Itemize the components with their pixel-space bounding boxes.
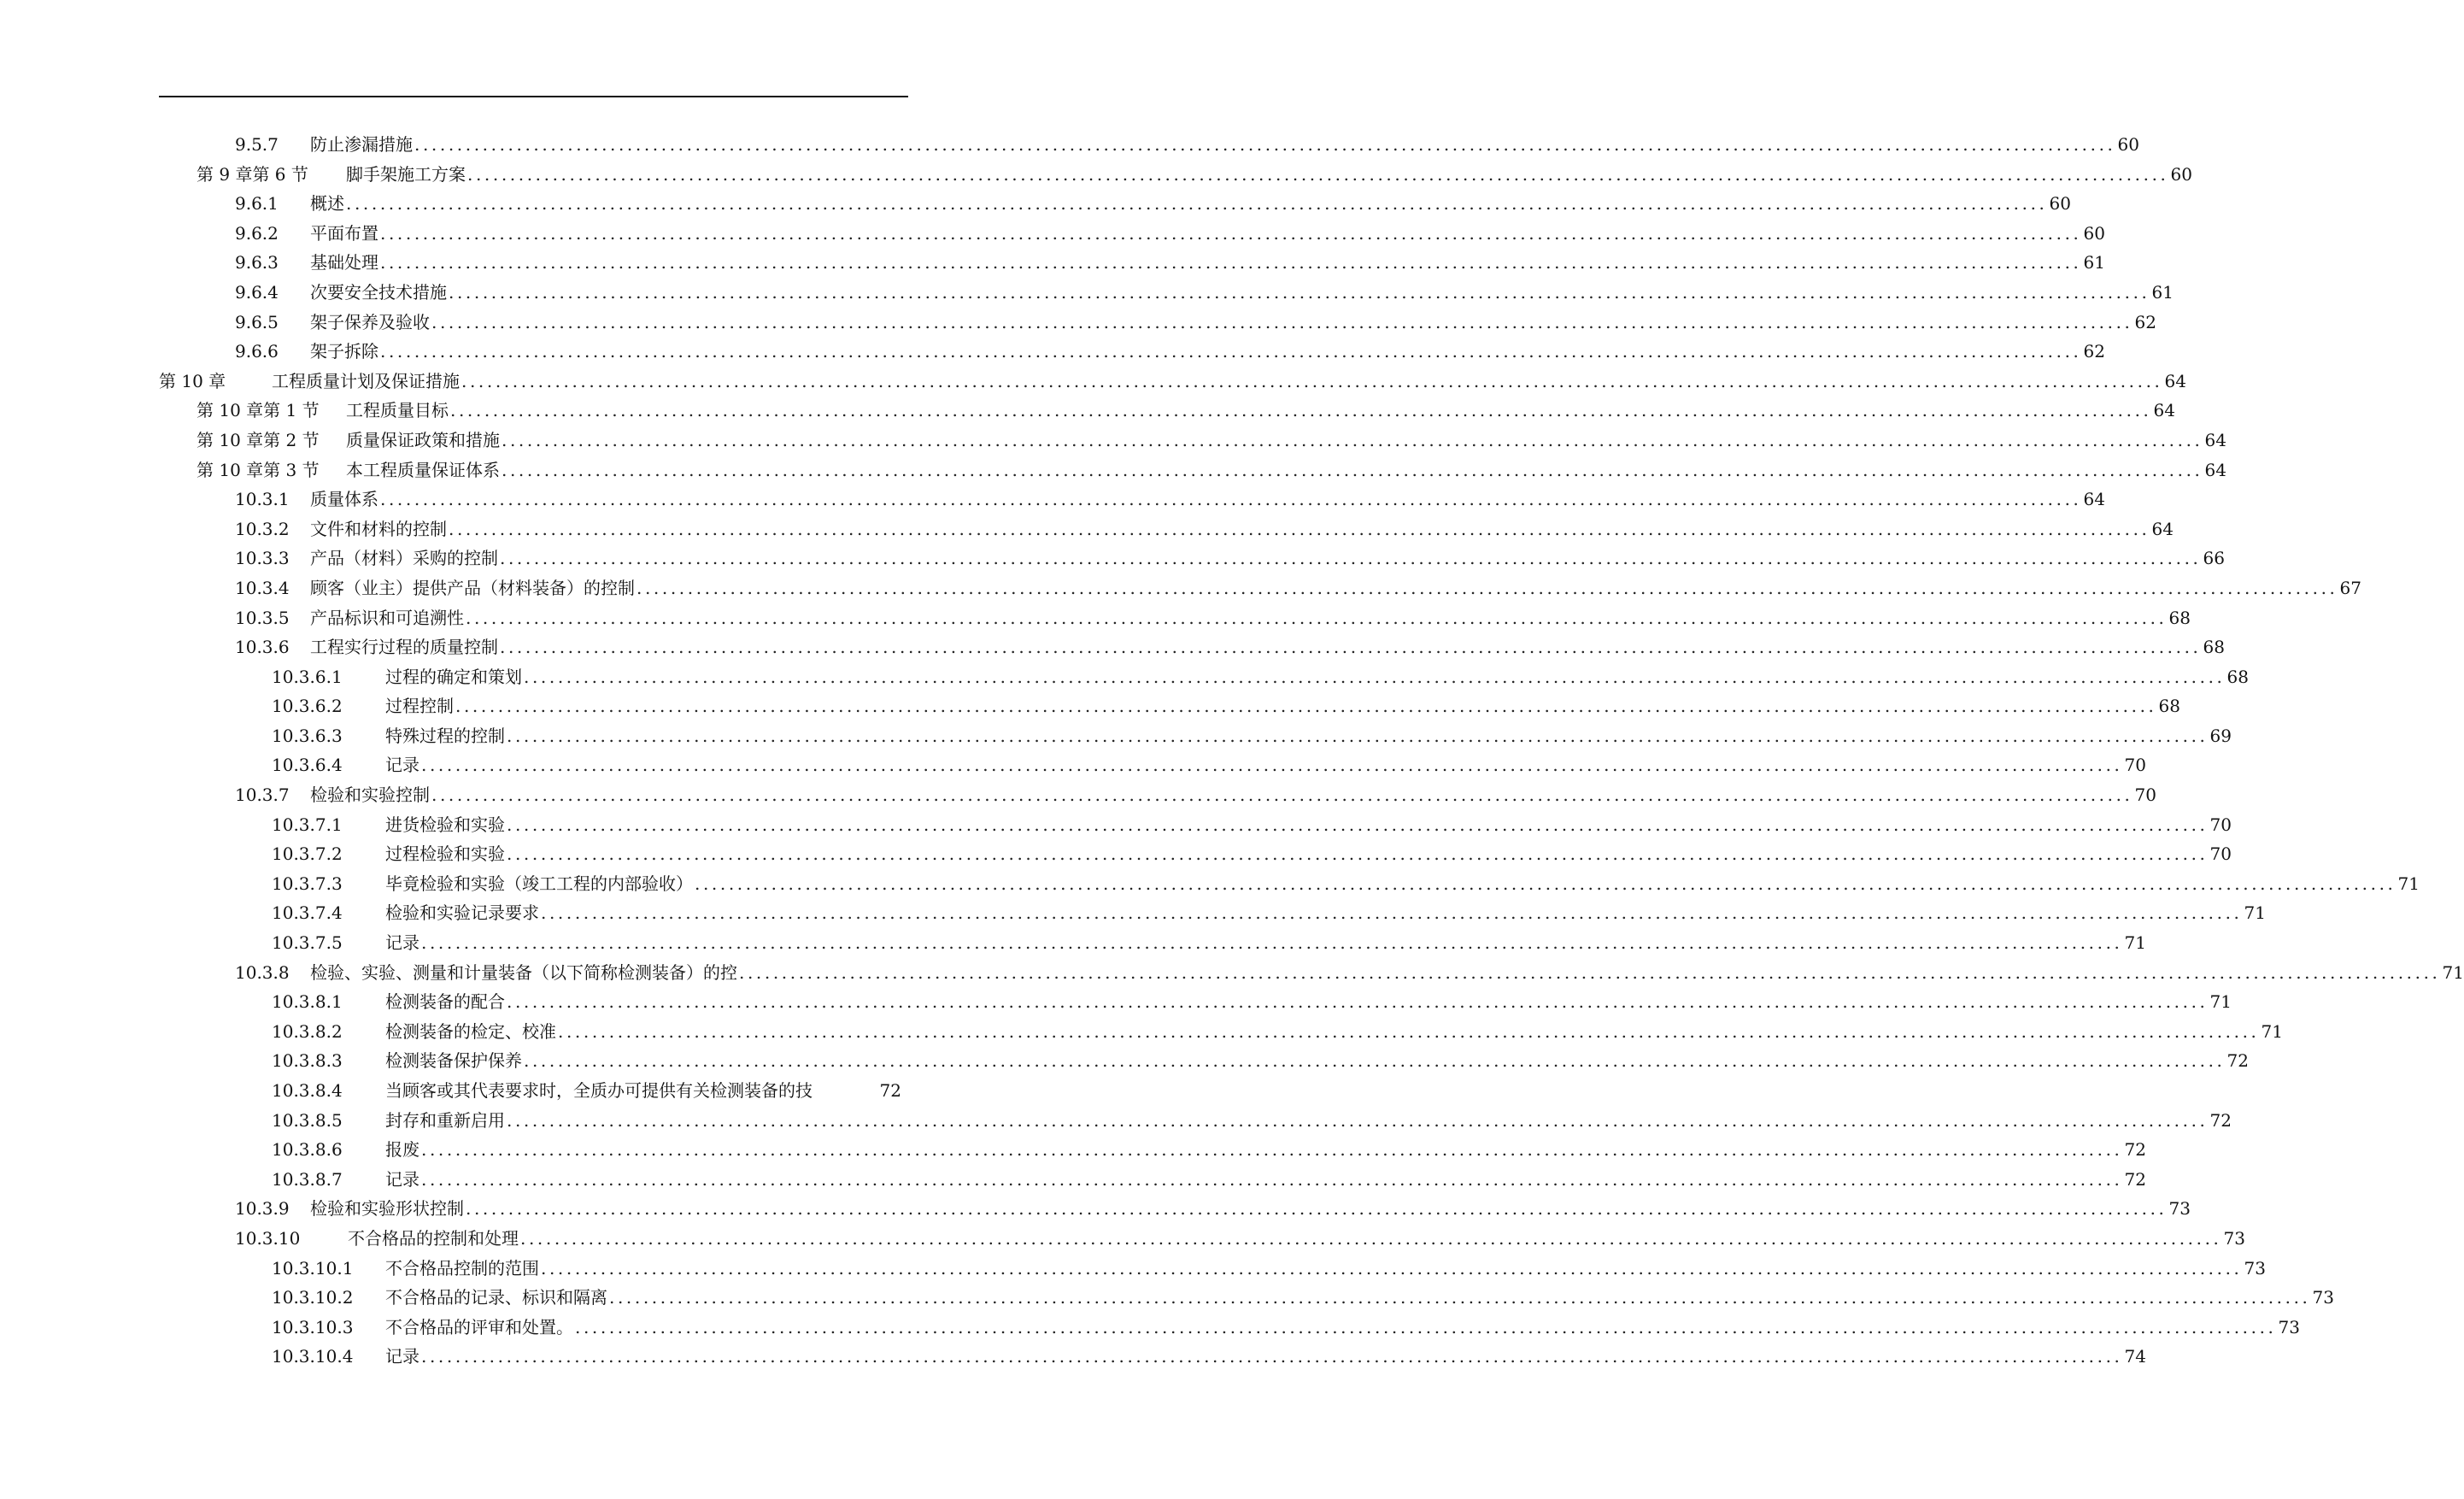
toc-entry[interactable] — [0, 160, 2192, 190]
toc-page-number: 62 — [2134, 311, 2156, 332]
toc-entry-number: 10.3.8.2 — [272, 1020, 343, 1042]
toc-entry-number: 10.3.6.3 — [272, 725, 343, 746]
toc-entry[interactable] — [0, 987, 2232, 1017]
toc-entry[interactable] — [0, 189, 2071, 219]
toc-entry-title: 工程质量目标 — [346, 400, 449, 421]
toc-entry-title: 本工程质量保证体系 — [346, 459, 500, 480]
toc-entry[interactable] — [0, 485, 2105, 514]
toc-page-number: 71 — [2261, 1020, 2283, 1042]
toc-entry[interactable] — [0, 1254, 2266, 1284]
toc-dot-leader: ........................................................................................................................................................................................................ — [461, 370, 2163, 391]
table-of-contents — [0, 130, 2464, 1372]
toc-page-number: 72 — [2124, 1139, 2146, 1161]
toc-entry-title: 记录 — [385, 1168, 419, 1190]
toc-dot-leader: ........................................................................................................................................................................................................ — [609, 1287, 2311, 1308]
toc-entry-number: 10.3.6 — [235, 637, 290, 658]
toc-entry-title: 顾客（业主）提供产品（材料装备）的控制 — [310, 577, 635, 598]
toc-entry[interactable] — [0, 1017, 2283, 1047]
toc-entry-title: 工程质量计划及保证措施 — [272, 370, 460, 391]
toc-entry-number: 10.3.10 — [235, 1227, 301, 1249]
toc-dot-leader: ........................................................................................................................................................................................................ — [450, 400, 2152, 421]
toc-entry[interactable] — [0, 1342, 2146, 1372]
toc-page-number: 70 — [2209, 844, 2232, 865]
toc-dot-leader: ........................................................................................................................................................................................................ — [558, 1020, 2260, 1042]
toc-entry-number: 10.3.6.1 — [272, 666, 343, 687]
toc-entry-title: 次要安全技术措施 — [310, 281, 447, 303]
toc-page-number: 71 — [2209, 991, 2232, 1013]
toc-entry[interactable] — [0, 573, 2361, 603]
toc-entry-content — [159, 367, 2186, 397]
toc-dot-leader: ........................................................................................................................................................................................................ — [431, 785, 2133, 806]
toc-entry[interactable] — [0, 662, 2249, 692]
toc-dot-leader: ........................................................................................................................................................................................................ — [466, 1198, 2168, 1220]
toc-entry-content — [235, 1224, 2245, 1254]
toc-entry-title: 质量保证政策和措施 — [346, 429, 500, 450]
toc-entry-content — [235, 573, 2361, 603]
toc-entry-title: 产品标识和可追溯性 — [310, 607, 464, 628]
toc-entry[interactable] — [0, 278, 2174, 308]
toc-page-number: 67 — [2339, 577, 2361, 598]
toc-entry-title: 记录 — [385, 1346, 419, 1367]
toc-entry-content — [272, 839, 2232, 869]
toc-entry-title: 质量体系 — [310, 489, 378, 510]
toc-entry[interactable] — [0, 691, 2180, 721]
toc-entry-title: 不合格品的记录、标识和隔离 — [385, 1287, 607, 1308]
toc-entry-content — [272, 1165, 2146, 1195]
toc-entry[interactable] — [0, 1194, 2191, 1224]
toc-dot-leader: ........................................................................................................................................................................................................ — [380, 252, 2082, 273]
toc-page-number: 70 — [2124, 755, 2146, 776]
toc-entry-number: 10.3.10.2 — [272, 1287, 354, 1308]
toc-entry-number: 10.3.7.5 — [272, 932, 343, 954]
toc-entry-title: 平面布置 — [310, 222, 378, 244]
toc-entry-content — [272, 1017, 2283, 1047]
toc-entry[interactable] — [0, 928, 2146, 958]
toc-entry-number: 10.3.7 — [235, 785, 290, 806]
toc-entry-title: 架子保养及验收 — [310, 311, 430, 332]
toc-dot-leader: ........................................................................................................................................................................................................ — [466, 607, 2168, 628]
toc-entry[interactable] — [0, 456, 2226, 485]
toc-entry-number: 10.3.8.3 — [272, 1050, 343, 1072]
toc-page-number: 74 — [2124, 1346, 2146, 1367]
toc-entry[interactable] — [0, 248, 2105, 278]
toc-entry-number: 9.6.4 — [235, 281, 279, 303]
toc-entry-number: 10.3.8.4 — [272, 1080, 343, 1101]
toc-entry[interactable] — [0, 1106, 2232, 1136]
toc-entry-title: 脚手架施工方案 — [346, 163, 466, 185]
toc-entry-content — [272, 721, 2232, 751]
toc-entry-title: 记录 — [385, 932, 419, 954]
toc-entry-content — [272, 1342, 2146, 1372]
toc-entry[interactable] — [0, 1135, 2146, 1165]
toc-entry-title: 当顾客或其代表要求时，全质办可提供有关检测装备的技 — [385, 1080, 813, 1101]
toc-dot-leader: ........................................................................................................................................................................................................ — [421, 1139, 2123, 1161]
toc-entry[interactable] — [0, 839, 2232, 869]
toc-dot-leader: ........................................................................................................................................................................................................ — [541, 1257, 2243, 1279]
toc-entry-title: 检验和实验控制 — [310, 785, 430, 806]
toc-page-number: 61 — [2151, 281, 2174, 303]
toc-dot-leader: ........................................................................................................................................................................................................ — [431, 311, 2133, 332]
toc-dot-leader: ........................................................................................................................................................................................................ — [524, 1050, 2226, 1072]
toc-dot-leader: ........................................................................................................................................................................................................ — [455, 696, 2157, 717]
toc-page-number: 64 — [2151, 518, 2174, 539]
toc-entry-number: 9.5.7 — [235, 134, 279, 155]
toc-entry-content — [272, 1135, 2146, 1165]
toc-page-number: 62 — [2083, 341, 2105, 362]
toc-entry[interactable] — [0, 1076, 1060, 1106]
toc-page-number: 64 — [2083, 489, 2105, 510]
toc-entry-content — [272, 1046, 2249, 1076]
toc-entry-content — [272, 662, 2249, 692]
toc-entry-content — [235, 278, 2174, 308]
toc-page-number: 73 — [2278, 1316, 2300, 1337]
toc-dot-leader: ........................................................................................................................................................................................................ — [346, 193, 2048, 215]
toc-entry-content — [235, 248, 2105, 278]
toc-entry[interactable] — [0, 367, 2186, 397]
toc-entry-content — [272, 987, 2232, 1017]
toc-page-number: 61 — [2083, 252, 2105, 273]
toc-page-number: 71 — [2397, 873, 2420, 894]
toc-entry-content — [235, 219, 2105, 249]
toc-dot-leader: ........................................................................................................................................................................................................ — [421, 932, 2123, 954]
toc-dot-leader: ........................................................................................................................................................................................................ — [467, 163, 2169, 185]
toc-entry-number: 10.3.8.5 — [272, 1109, 343, 1131]
toc-page-number: 60 — [2117, 134, 2139, 155]
toc-page-number: 72 — [2226, 1050, 2249, 1072]
toc-entry-title: 防止渗漏措施 — [310, 134, 413, 155]
toc-page-number: 73 — [2223, 1227, 2245, 1249]
toc-entry-content — [197, 160, 2192, 190]
toc-entry-number: 10.3.7.2 — [272, 844, 343, 865]
toc-dot-leader: ........................................................................................................................................................................................................ — [520, 1227, 2222, 1249]
toc-entry-content — [235, 603, 2191, 633]
toc-entry-title: 工程实行过程的质量控制 — [310, 637, 498, 658]
toc-entry[interactable] — [0, 869, 2420, 899]
toc-entry-content — [235, 485, 2105, 514]
toc-dot-leader: ........................................................................................................................................................................................................ — [524, 666, 2226, 687]
toc-entry-content — [272, 1283, 2334, 1313]
toc-entry-title: 产品（材料）采购的控制 — [310, 548, 498, 569]
toc-entry-content — [272, 810, 2232, 840]
toc-entry-number: 10.3.10.3 — [272, 1316, 354, 1337]
toc-entry-number: 10.3.6.4 — [272, 755, 343, 776]
toc-dot-leader: ........................................................................................................................................................................................................ — [380, 222, 2082, 244]
toc-entry[interactable] — [0, 396, 2175, 426]
toc-dot-leader: ........................................................................................................................................................................................................ — [421, 755, 2123, 776]
toc-page-number: 72 — [2209, 1109, 2232, 1131]
toc-page-number: 64 — [2204, 459, 2226, 480]
toc-page-number: 60 — [2083, 222, 2105, 244]
toc-dot-leader: ........................................................................................................................................................................................................ — [380, 341, 2082, 362]
toc-entry-content — [235, 632, 2225, 662]
toc-entry-title: 过程检验和实验 — [385, 844, 505, 865]
toc-entry-number: 10.3.3 — [235, 548, 290, 569]
toc-entry-number: 9.6.1 — [235, 193, 279, 215]
toc-page-number: 72 — [2124, 1168, 2146, 1190]
toc-dot-leader: ........................................................................................................................................................................................................ — [507, 814, 2209, 835]
toc-entry-content — [272, 1313, 2300, 1343]
toc-entry-content — [272, 750, 2146, 780]
toc-page-number: 60 — [2049, 193, 2071, 215]
toc-page-number: 69 — [2209, 725, 2232, 746]
toc-entry-number: 10.3.5 — [235, 607, 290, 628]
toc-entry[interactable] — [0, 1165, 2146, 1195]
toc-entry-content — [272, 869, 2420, 899]
toc-page-number: 73 — [2168, 1198, 2191, 1220]
toc-entry-title: 检验、实验、测量和计量装备（以下简称检测装备）的控 — [310, 961, 737, 983]
toc-entry-number: 10.3.2 — [235, 518, 290, 539]
toc-page-number: 68 — [2226, 666, 2249, 687]
toc-entry-title: 不合格品的控制和处理 — [348, 1227, 519, 1249]
toc-dot-leader: ........................................................................................................................................................................................................ — [449, 281, 2150, 303]
toc-entry[interactable] — [0, 219, 2105, 249]
toc-entry-number: 第 10 章第 1 节 — [197, 400, 320, 421]
toc-page-number: 71 — [2442, 961, 2464, 983]
toc-entry[interactable] — [0, 308, 2156, 338]
toc-entry-number: 10.3.8 — [235, 961, 290, 983]
toc-entry-content — [272, 898, 2266, 928]
toc-entry-content — [235, 780, 2156, 810]
toc-entry-number: 10.3.10.4 — [272, 1346, 354, 1367]
toc-dot-leader: ........................................................................................................................................................................................................ — [500, 637, 2202, 658]
toc-page-number: 64 — [2204, 429, 2226, 450]
toc-entry-number: 9.6.6 — [235, 341, 279, 362]
toc-entry[interactable] — [0, 1313, 2300, 1343]
toc-entry-content — [197, 456, 2226, 485]
toc-entry-title: 检测装备的配合 — [385, 991, 505, 1013]
toc-entry-number: 第 10 章第 3 节 — [197, 459, 320, 480]
toc-entry[interactable] — [0, 898, 2266, 928]
toc-entry-content — [272, 1076, 901, 1106]
toc-entry-content — [235, 130, 2139, 160]
toc-entry-title: 过程的确定和策划 — [385, 666, 522, 687]
toc-entry-number: 10.3.7.1 — [272, 814, 343, 835]
toc-page-number: 71 — [2124, 932, 2146, 954]
toc-entry-number: 9.6.3 — [235, 252, 279, 273]
toc-dot-leader: ........................................................................................................................................................................................................ — [507, 844, 2209, 865]
toc-entry-title: 检验和实验记录要求 — [385, 902, 539, 924]
toc-dot-leader: ........................................................................................................................................................................................................ — [507, 1109, 2209, 1131]
toc-page-number: 66 — [2203, 548, 2225, 569]
toc-entry-content — [235, 544, 2225, 573]
toc-entry-content — [272, 928, 2146, 958]
toc-dot-leader: ........................................................................................................................................................................................................ — [502, 459, 2203, 480]
header-rule — [159, 96, 908, 97]
toc-dot-leader: ........................................................................................................................................................................................................ — [507, 991, 2209, 1013]
toc-page-number: 60 — [2170, 163, 2192, 185]
toc-dot-leader: ........................................................................................................................................................................................................ — [739, 961, 2441, 983]
toc-page-number: 64 — [2164, 370, 2186, 391]
toc-entry-title: 报废 — [385, 1139, 419, 1161]
toc-entry-content — [197, 396, 2175, 426]
toc-dot-leader: ........................................................................................................................................................................................................ — [421, 1168, 2123, 1190]
toc-entry[interactable] — [0, 130, 2139, 160]
toc-entry-number: 10.3.7.4 — [272, 902, 343, 924]
toc-entry-title: 不合格品控制的范围 — [385, 1257, 539, 1279]
toc-entry-content — [235, 308, 2156, 338]
toc-entry-title: 封存和重新启用 — [385, 1109, 505, 1131]
toc-page-number: 70 — [2209, 814, 2232, 835]
toc-entry-content — [235, 337, 2105, 367]
toc-entry[interactable] — [0, 1283, 2334, 1313]
toc-page-number: 71 — [2244, 902, 2266, 924]
toc-entry-content — [272, 1254, 2266, 1284]
toc-entry-title: 文件和材料的控制 — [310, 518, 447, 539]
toc-entry-title: 架子拆除 — [310, 341, 378, 362]
toc-entry-number: 10.3.9 — [235, 1198, 290, 1220]
toc-entry-title: 检验和实验形状控制 — [310, 1198, 464, 1220]
toc-entry[interactable] — [0, 750, 2146, 780]
toc-entry-title: 特殊过程的控制 — [385, 725, 505, 746]
toc-entry-number: 9.6.2 — [235, 222, 279, 244]
toc-entry-number: 第 10 章第 2 节 — [197, 429, 320, 450]
toc-entry[interactable] — [0, 603, 2191, 633]
toc-entry[interactable] — [0, 810, 2232, 840]
toc-entry[interactable] — [0, 1046, 2249, 1076]
toc-entry[interactable] — [0, 426, 2226, 456]
toc-dot-leader: ........................................................................................................................................................................................................ — [575, 1316, 2277, 1337]
toc-entry-number: 10.3.10.1 — [272, 1257, 354, 1279]
toc-page-number: 70 — [2134, 785, 2156, 806]
toc-page-number: 73 — [2244, 1257, 2266, 1279]
toc-page-number: 64 — [2153, 400, 2175, 421]
toc-entry[interactable] — [0, 632, 2225, 662]
toc-entry[interactable] — [0, 514, 2174, 544]
toc-entry[interactable] — [0, 1224, 2245, 1254]
toc-entry-content — [235, 514, 2174, 544]
toc-page-number: 73 — [2312, 1287, 2334, 1308]
toc-entry-number: 10.3.8.1 — [272, 991, 343, 1013]
toc-entry-content — [235, 958, 2464, 988]
toc-entry[interactable] — [0, 337, 2105, 367]
toc-dot-leader: ........................................................................................................................................................................................................ — [414, 134, 2116, 155]
toc-dot-leader: ........................................................................................................................................................................................................ — [500, 548, 2202, 569]
toc-entry-content — [235, 1194, 2191, 1224]
toc-entry-number: 第 10 章 — [159, 370, 226, 391]
toc-entry-title: 不合格品的评审和处置。 — [385, 1316, 573, 1337]
toc-entry-title: 记录 — [385, 755, 419, 776]
toc-entry[interactable] — [0, 721, 2232, 751]
toc-entry[interactable] — [0, 544, 2225, 573]
toc-entry-number: 10.3.8.6 — [272, 1139, 343, 1161]
toc-dot-leader: ........................................................................................................................................................................................................ — [421, 1346, 2123, 1367]
toc-entry-number: 10.3.4 — [235, 577, 290, 598]
toc-entry-title: 检测装备保护保养 — [385, 1050, 522, 1072]
toc-entry-number: 10.3.6.2 — [272, 696, 343, 717]
toc-entry-title: 概述 — [310, 193, 344, 215]
toc-entry-title: 检测装备的检定、校准 — [385, 1020, 556, 1042]
toc-entry[interactable] — [0, 958, 2464, 988]
toc-entry-number: 10.3.7.3 — [272, 873, 343, 894]
toc-dot-leader: ........................................................................................................................................................................................................ — [380, 489, 2082, 510]
toc-entry-title: 进货检验和实验 — [385, 814, 505, 835]
toc-entry-content — [272, 691, 2180, 721]
toc-entry-content — [197, 426, 2226, 456]
toc-page-number: 68 — [2203, 637, 2225, 658]
toc-entry-title: 过程控制 — [385, 696, 454, 717]
toc-entry-number: 10.3.8.7 — [272, 1168, 343, 1190]
toc-page-number: 68 — [2158, 696, 2180, 717]
toc-entry[interactable] — [0, 780, 2156, 810]
toc-dot-leader: ........................................................................................................................................................................................................ — [502, 429, 2203, 450]
toc-entry-number: 10.3.1 — [235, 489, 290, 510]
toc-entry-title: 基础处理 — [310, 252, 378, 273]
toc-page-number: 68 — [2168, 607, 2191, 628]
toc-dot-leader: ........................................................................................................................................................................................................ — [637, 577, 2338, 598]
toc-dot-leader: ........................................................................................................................................................................................................ — [541, 902, 2243, 924]
toc-entry-content — [235, 189, 2071, 219]
toc-dot-leader: ........................................................................................................................................................................................................ — [449, 518, 2150, 539]
toc-entry-number: 第 9 章第 6 节 — [197, 163, 308, 185]
toc-dot-leader: ........................................................................................................................................................................................................ — [695, 873, 2397, 894]
toc-page-number: 72 — [879, 1080, 901, 1101]
toc-dot-leader: ........................................................................................................................................................................................................ — [507, 725, 2209, 746]
toc-entry-number: 9.6.5 — [235, 311, 279, 332]
toc-entry-title: 毕竟检验和实验（竣工工程的内部验收） — [385, 873, 693, 894]
toc-entry-content — [272, 1106, 2232, 1136]
